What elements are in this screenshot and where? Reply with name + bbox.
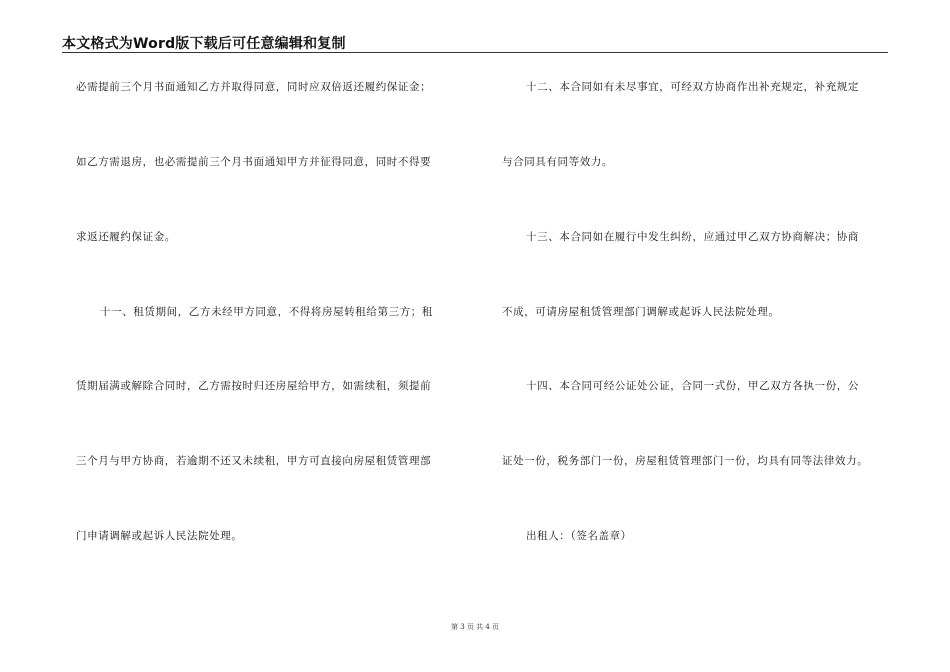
left-line-3: 求返还履约保证金。 [76,231,176,243]
right-line-2: 与合同具有同等效力。 [502,156,613,168]
left-line-1: 必需提前三个月书面通知乙方并取得同意，同时应双倍返还履约保证金； [76,81,432,93]
page-number: 第 3 页 共 4 页 [450,623,500,631]
right-line-3: 十三、本合同如在履行中发生纠纷，应通过甲乙双方协商解决；协商 [526,231,859,243]
left-line-6: 三个月与甲方协商，若逾期不还又未续租，甲方可直接向房屋租赁管理部 [76,455,432,467]
right-line-5: 十四、本合同可经公证处公证，合同一式份，甲乙双方各执一份，公 [526,380,859,392]
header-divider [62,52,888,53]
left-line-5: 赁期届满或解除合同时，乙方需按时归还房屋给甲方，如需续租，须提前 [76,380,432,392]
document-header-title: 本文格式为Word版下载后可任意编辑和复制 [62,36,346,52]
right-line-7: 出租人：（签名盖章） [526,530,632,542]
left-line-4: 十一、租赁期间，乙方未经甲方同意，不得将房屋转租给第三方；租 [100,306,433,318]
left-line-7: 门申请调解或起诉人民法院处理。 [76,530,243,542]
right-line-4: 不成，可请房屋租赁管理部门调解或起诉人民法院处理。 [502,306,780,318]
left-line-2: 如乙方需退房，也必需提前三个月书面通知甲方并征得同意，同时不得要 [76,156,432,168]
right-line-1: 十二、本合同如有未尽事宜，可经双方协商作出补充规定，补充规定 [526,81,859,93]
right-line-6: 证处一份，税务部门一份，房屋租赁管理部门一份，均具有同等法律效力。 [502,455,869,467]
